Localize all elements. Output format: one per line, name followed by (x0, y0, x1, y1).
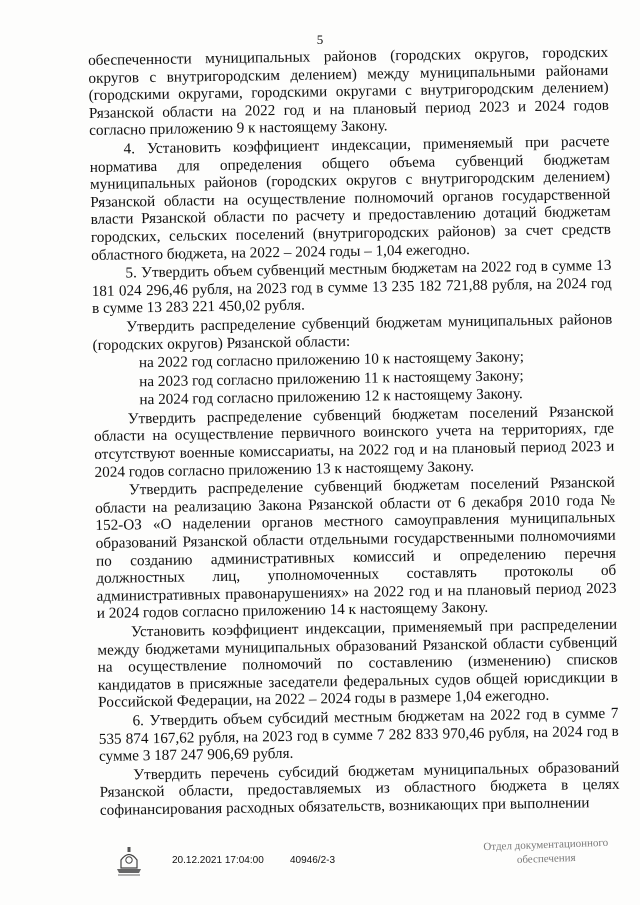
paragraph: Утвердить распределение субвенций бюджетам поселений Рязанской области на осуществление первичного воинского учета на территориях, где отсутствуют военные комиссариаты, на 2022 год и на плановый период 2023 и 2024 годов согласно приложению 13 к настоящему Закону. (93, 402, 615, 481)
paragraph: 4. Установить коэффициент индексации, применяемый при расчете норматива для определения общего объема субвенций бюджетам муниципальных районов (городских округов с внутригородским делением) Рязанской области на осуществление полномочий органов государственной власти Рязанской области по расчету и предоставлению дотаций бюджетам городских, сельских поселений (внутригородских районов) за счет средств областного бюджета, на 2022 – 2024 годы – 1,04 ежегодно. (89, 132, 611, 264)
stamp-line-1: Отдел документационного (483, 836, 609, 854)
paragraph: обеспеченности муниципальных районов (городских округов, городских округов с внутригородским делением) между муниципальными районами (городскими округами, городскими округами с внутригородским делением) Рязанской области на 2022 год и на плановый период 2023 и 2024 годов согласно приложению 9 к настоящему Закону. (88, 43, 610, 140)
paragraph: на 2023 год согласно приложению 11 к настоящему Закону; (139, 366, 524, 390)
paragraph: 5. Утвердить объем субвенций местным бюджетам на 2022 год в сумме 13 181 024 296,46 рубля, на 2023 год в сумме 13 235 182 721,88 рубля, на 2024 год в сумме 13 283 221 450,02 рубля. (91, 256, 612, 318)
stamp-line-2: обеспечения (516, 851, 576, 867)
paragraph: Установить коэффициент индексации, применяемый при распределении между бюджетами муниципальных образований Рязанской области субвенций на осуществление полномочий по составлению (изменению) списков кандидатов в присяжные заседатели федеральных судов общей юрисдикции в Российской Федерации, на 2022 – 2024 годы в размере 1,04 ежегодно. (97, 615, 619, 712)
document-number: 40946/2-3 (290, 855, 336, 866)
page-number: 5 (316, 32, 324, 47)
paragraph: Утвердить перечень субсидий бюджетам муниципальных образований Рязанской области, предоставляемых из областного бюджета в целях софинансирования расходных обязательств, возникающих при выполнении (99, 758, 620, 819)
department-stamp (466, 835, 627, 869)
document-body (88, 44, 620, 821)
regional-emblem-icon (112, 844, 146, 878)
paragraph: на 2022 год согласно приложению 10 к настоящему Закону; (138, 348, 525, 372)
paragraph: 6. Утвердить объем субсидий местным бюджетам на 2022 год в сумме 7 535 874 167,62 рубля, на 2023 год в сумме 7 282 833 970,46 рубля, на 2024 год в сумме 3 187 247 906,69 рубля. (98, 704, 619, 766)
paragraph: Утвердить распределение субвенций бюджетам поселений Рязанской области на реализацию Закона Рязанской области от 6 декабря 2010 года № 152-ОЗ «О наделении органов местного самоуправления муниципальных образований Рязанской области отдельными государственными полномочиями по созданию административных комиссий и определению перечня должностных лиц, уполномоченных составлять протоколы об административных правонарушениях» на 2022 год и на плановый период 2023 и 2024 годов согласно приложению 14 к настоящему Закону. (95, 474, 617, 623)
paragraph: Утвердить распределение субвенций бюджетам муниципальных районов (городских округов) Рязанской области: (92, 310, 613, 354)
paragraph: на 2024 год согласно приложению 12 к настоящему Закону. (139, 385, 523, 409)
print-timestamp: 20.12.2021 17:04:00 (172, 855, 264, 866)
